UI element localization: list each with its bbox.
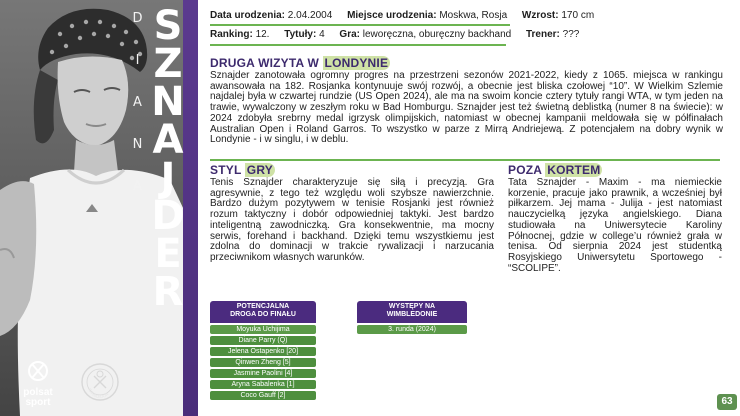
section-text-druga-wizyta: Sznajder zanotowała ogromny progres na przestrzeni sezonów 2021-2022, kiedy z 1065. miejsca w rankingu awansowała na 182. Rosjanka kontynuuje swój rozwój, a obecnie jest bliska czołowej “10”. W Wielkim Szlemie najdalej była w czwartej rundzie (US Open 2024), ale ma na swoim koncie cztery tytuły rangi WTA, w tym jeden na trawie, wywalczony w zeszłym roku w Bad Homburgu. Sznajder jest też świetną deblistką (numer 8 na świecie): w 2024 zdobyła srebrny medal igrzysk olimpijskich, natomiast w obecnej kampanii meldowała się w półfinałach Australian Open i Roland Garros. To wszystko w parze z Mirrą Andriejewą. Z potencjałem na dobry wynik w Londynie - i w singlu, i w deblu.	[210, 70, 723, 146]
surname-letter: E	[154, 231, 182, 277]
path-opponent: Coco Gauff [2]	[210, 391, 316, 400]
path-opponent: Qinwen Zheng [5]	[210, 358, 316, 367]
path-opponent: Aryna Sabalenka [1]	[210, 380, 316, 389]
firstname-letter: D	[132, 11, 144, 26]
firstname-letter: A	[133, 95, 143, 110]
info-coach: Trener: ???	[525, 29, 580, 40]
wimbledon-logo-text: WIMBLEDON	[87, 387, 110, 400]
firstname-letter: I	[135, 53, 141, 68]
path-opponent: Diane Parry (Q)	[210, 336, 316, 345]
section-text-poza-kortem: Tata Sznajder - Maxim - ma niemieckie korzenie, pracuje jako prawnik, a wcześniej był piłkarzem. Jej mama - Julija - jest natomiast nauczycielką języka angielskiego. Diana studiowała na Uniwersytecie Karoliny Północnej, gdzie w college’u również grała w tenisa. Od sierpnia 2024 jest studentką Rosyjskiego Uniwersytetu Sportowego - “SCOLIPE”.	[508, 177, 722, 274]
section-title-poza-kortem: POZA KORTEM	[508, 163, 601, 177]
surname-letter: N	[151, 79, 185, 125]
path-opponent: Jasmine Paolini [4]	[210, 369, 316, 378]
info-birthplace: Miejsce urodzenia: Moskwa, Rosja	[347, 10, 508, 21]
surname-letter: S	[153, 3, 183, 49]
surname-letter: D	[151, 193, 185, 239]
surname-letter: A	[152, 117, 184, 163]
player-firstname-vertical	[128, 12, 148, 222]
surname-letter: Z	[153, 41, 183, 87]
wimbledon-history-header: WYSTĘPY NA WIMBLEDONIE	[357, 301, 467, 323]
path-opponent: Moyuka Uchijima	[210, 325, 316, 334]
wimbledon-result: 3. runda (2024)	[357, 325, 467, 334]
section-text-styl-gry: Tenis Sznajder charakteryzuje się siłą i precyzją. Gra agresywnie, z tego też względu woli szybsze nawierzchnie. Bardzo dużym pozytywem w tenisie Rosjanki jest również rozum taktyczny i dobór odpowiedniej taktyki. Jest bardzo inteligentną zawodniczką. Gra konsekwentnie, ma mocny serwis, forehand i backhand. Dzięki temu wszystkiemu jest zdolna do dominacji w trakcie rywalizacji i narzucania przeciwnikom własnych warunków.	[210, 177, 494, 263]
surname-letter: R	[152, 269, 184, 315]
section-title-styl-gry: STYL GRY	[210, 163, 273, 177]
info-titles: Tytuły: 4	[284, 29, 325, 40]
surname-letter: J	[160, 155, 176, 201]
divider-line	[210, 24, 510, 26]
player-surname-vertical	[146, 3, 190, 315]
wimbledon-logo	[80, 362, 120, 402]
section-title-druga-wizyta: DRUGA WIZYTA W LONDYNIE	[210, 56, 389, 70]
sport-wordmark: sport	[25, 397, 51, 408]
info-birthdate: Data urodzenia: 2.04.2004	[210, 10, 333, 21]
page-number: 63	[717, 394, 737, 410]
info-play-style: Gra: leworęczna, oburęczny backhand	[339, 29, 512, 40]
divider-line	[210, 44, 506, 46]
profile-content	[210, 0, 730, 416]
firstname-letter: N	[132, 137, 144, 152]
info-row-career	[210, 29, 591, 41]
polsat-sport-logo	[14, 360, 62, 408]
polsat-wordmark: polsat	[23, 387, 53, 398]
info-ranking: Ranking: 12.	[210, 29, 270, 40]
player-photo-panel	[0, 0, 198, 416]
divider-line	[210, 159, 720, 161]
firstname-letter: A	[133, 179, 143, 194]
path-opponent: Jelena Ostapenko [20]	[210, 347, 316, 356]
info-row-personal	[210, 10, 606, 22]
info-height: Wzrost: 170 cm	[521, 10, 595, 21]
polsat-icon	[25, 360, 51, 382]
path-to-final-header: POTENCJALNA DROGA DO FINAŁU	[210, 301, 316, 323]
